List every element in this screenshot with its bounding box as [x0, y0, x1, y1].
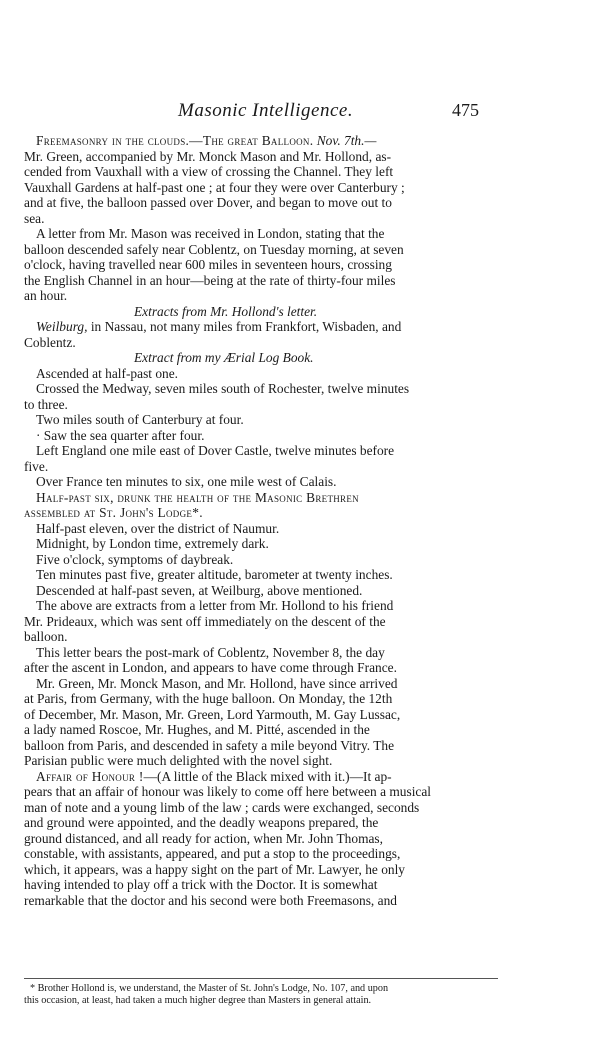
- log-entry: Over France ten minutes to six, one mile west of Calais.: [36, 474, 337, 489]
- log-entry: · Saw the sea quarter after four.: [36, 427, 205, 443]
- text-line: and at five, the balloon passed over Dover, and began to move out to: [24, 195, 392, 210]
- text-line: Mr. Green, accompanied by Mr. Monck Mason and Mr. Hollond, as-: [24, 148, 392, 164]
- log-entry: Ascended at half-past one.: [36, 365, 179, 381]
- footnote-divider: [24, 978, 498, 979]
- text-line: constable, with assistants, appeared, and put a stop to the proceedings,: [24, 846, 401, 861]
- text-line: A letter from Mr. Mason was received in London, stating that the: [36, 226, 385, 241]
- subheading-log-book: Extract from my Ærial Log Book.: [134, 350, 314, 365]
- log-entry-toast: [24, 490, 498, 521]
- paragraph-extracts-source: [24, 598, 498, 645]
- text-line: at Paris, from Germany, with the huge balloon. On Monday, the 12th: [24, 691, 393, 706]
- article-heading-honour: Affair of Honour !: [36, 768, 144, 784]
- paragraph-postmark: [24, 645, 498, 676]
- text-line: This letter bears the post-mark of Coblentz, November 8, the day: [36, 644, 385, 660]
- log-entry: [24, 443, 498, 474]
- text-line: Half-past six, drunk the health of the Masonic Brethren: [36, 489, 359, 505]
- footnote-line: this occasion, at least, had taken a much higher degree than Masters in general attain.: [24, 995, 372, 1006]
- text-line: Vauxhall Gardens at half-past one ; at four they were over Canterbury ;: [24, 179, 405, 195]
- text-line: assembled at St. John's Lodge*.: [24, 505, 203, 520]
- text-line: the English Channel in an hour—being at the rate of thirty-four miles: [24, 272, 396, 288]
- text-line: Left England one mile east of Dover Castle, twelve minutes before: [36, 443, 395, 458]
- text-line: man of note and a young limb of the law ; cards were exchanged, seconds: [24, 799, 420, 815]
- text-line: in Nassau, not many miles from Frankfort, Wisbaden, and: [87, 319, 402, 334]
- text-line: Mr. Prideaux, which was sent off immediately on the descent of the: [24, 613, 386, 629]
- footnote: [24, 983, 502, 1007]
- text-line: cended from Vauxhall with a view of crossing the Channel. They left: [24, 164, 394, 179]
- text-line: Mr. Green, Mr. Monck Mason, and Mr. Hollond, have since arrived: [36, 675, 398, 691]
- text-line: balloon from Paris, and descended in safety a mile beyond Vitry. The: [24, 737, 395, 753]
- running-title: Masonic Intelligence.: [178, 100, 354, 121]
- text-line: and ground were appointed, and the deadly weapons prepared, the: [24, 815, 379, 830]
- footnote-line: * Brother Hollond is, we understand, the Master of St. John's Lodge, No. 107, and upon: [30, 983, 389, 994]
- text-line: five.: [24, 458, 49, 474]
- article-affair-of-honour: [24, 769, 498, 909]
- article-balloon-intro: [24, 133, 498, 226]
- paragraph-letter: [24, 226, 498, 304]
- log-entry: Descended at half-past seven, at Weilburg, above mentioned.: [36, 582, 363, 598]
- text-line: to three.: [24, 396, 68, 412]
- log-entry: Ten minutes past five, greater altitude, barometer at twenty inches.: [36, 567, 393, 582]
- text-line: Parisian public were much delighted with the novel sight.: [24, 753, 333, 768]
- page-number: 475: [452, 100, 479, 120]
- text-line: an hour.: [24, 288, 68, 303]
- page-body: [24, 133, 498, 908]
- log-entry: Two miles south of Canterbury at four.: [36, 412, 244, 427]
- text-line: a lady named Roscoe, Mr. Hughes, and M. Pitté, ascended in the: [24, 722, 370, 737]
- subheading-extracts: Extracts from Mr. Hollond's letter.: [134, 303, 318, 319]
- place-weilburg: Weilburg,: [36, 319, 88, 334]
- text-line: after the ascent in London, and appears to have come through France.: [24, 660, 397, 675]
- text-line: which, it appears, was a happy sight on the part of Mr. Lawyer, he only: [24, 861, 405, 877]
- text-line: ground distanced, and all ready for action, when Mr. John Thomas,: [24, 830, 383, 846]
- log-entry: Five o'clock, symptoms of daybreak.: [36, 551, 234, 567]
- log-entry: [24, 381, 498, 412]
- log-entry: Midnight, by London time, extremely dark.: [36, 536, 269, 551]
- page-header: [0, 100, 609, 124]
- text-line: balloon descended safely near Coblentz, on Tuesday morning, at seven: [24, 241, 404, 257]
- paragraph-weilburg: [24, 319, 498, 350]
- log-entry: Half-past eleven, over the district of Naumur.: [36, 520, 280, 536]
- text-line: sea.: [24, 210, 45, 226]
- text-line: pears that an affair of honour was likely to come off here between a musical: [24, 784, 432, 799]
- text-line: balloon.: [24, 629, 68, 644]
- text-line: Coblentz.: [24, 334, 76, 350]
- text-line: of December, Mr. Mason, Mr. Green, Lord Yarmouth, M. Gay Lussac,: [24, 706, 401, 722]
- text-line: remarkable that the doctor and his second were both Freemasons, and: [24, 892, 397, 908]
- article-heading-balloon: Freemasonry in the clouds.—The great Balloon.: [36, 133, 314, 148]
- text-line: o'clock, having travelled near 600 miles in seventeen hours, crossing: [24, 257, 392, 272]
- paragraph-paris: [24, 676, 498, 769]
- text-line: —(A little of the Black mixed with it.)—It ap-: [143, 768, 392, 784]
- text-line: The above are extracts from a letter from Mr. Hollond to his friend: [36, 598, 394, 613]
- article-date: Nov. 7th.—: [316, 133, 377, 148]
- text-line: having intended to play off a trick with the Doctor. It is somewhat: [24, 877, 378, 892]
- text-line: Crossed the Medway, seven miles south of Rochester, twelve minutes: [36, 381, 410, 396]
